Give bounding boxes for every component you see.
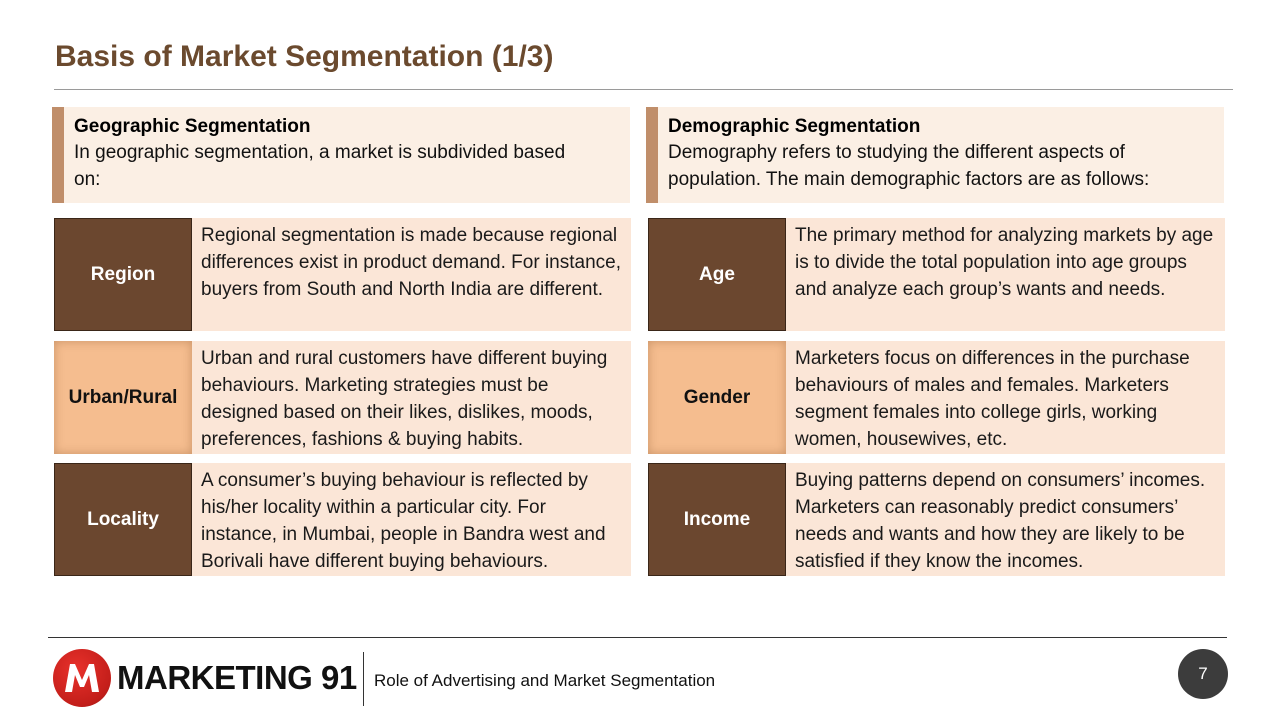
- page-number-badge: 7: [1178, 649, 1228, 699]
- geographic-column: [52, 107, 630, 572]
- slide-title: Basis of Market Segmentation (1/3): [55, 40, 554, 73]
- logo-m-icon: [53, 649, 111, 707]
- demographic-header-desc: Demography refers to studying the different aspects of population. The main demographic factors are as follows:: [668, 142, 1150, 190]
- segment-row-age: [648, 218, 1225, 331]
- segment-text-urban-rural: Urban and rural customers have different buying behaviours. Marketing strategies must be designed based on their likes, dislikes, moods, preferences, fashions & buying habits.: [192, 341, 631, 454]
- segment-label-urban-rural: Urban/Rural: [54, 341, 192, 454]
- footer-divider: [48, 637, 1227, 638]
- segment-label-income: Income: [648, 463, 786, 576]
- segment-row-locality: [54, 463, 631, 576]
- segment-row-income: [648, 463, 1225, 576]
- segment-text-age: The primary method for analyzing markets by age is to divide the total population into age groups and analyze each group’s wants and needs.: [786, 218, 1225, 331]
- segment-text-income: Buying patterns depend on consumers’ incomes. Marketers can reasonably predict consumers’ needs and wants and how they are likely to be satisfied if they know the incomes.: [786, 463, 1225, 576]
- demographic-header-title: Demographic Segmentation: [668, 116, 921, 137]
- footer-caption: Role of Advertising and Market Segmentation: [374, 671, 716, 690]
- demographic-header-box: [646, 107, 1224, 203]
- segment-label-gender: Gender: [648, 341, 786, 454]
- brand-logo: [53, 650, 357, 706]
- segment-row-urban-rural: [54, 341, 631, 454]
- segment-text-region: Regional segmentation is made because regional differences exist in product demand. For instance, buyers from South and North India are different.: [192, 218, 631, 331]
- segment-text-gender: Marketers focus on differences in the purchase behaviours of males and females. Marketers segment females into college girls, working women, housewives, etc.: [786, 341, 1225, 454]
- demographic-column: [646, 107, 1224, 572]
- geographic-header-title: Geographic Segmentation: [74, 116, 311, 137]
- geographic-header-desc: In geographic segmentation, a market is subdivided based on:: [74, 142, 566, 190]
- footer-vertical-divider: [363, 652, 364, 706]
- segment-label-locality: Locality: [54, 463, 192, 576]
- geographic-header-box: [52, 107, 630, 203]
- segment-row-region: [54, 218, 631, 331]
- segment-text-locality: A consumer’s buying behaviour is reflected by his/her locality within a particular city. For instance, in Mumbai, people in Bandra west and Borivali have different buying behaviours.: [192, 463, 631, 576]
- segment-label-age: Age: [648, 218, 786, 331]
- title-divider: [54, 89, 1233, 90]
- segment-row-gender: [648, 341, 1225, 454]
- logo-wordmark: MARKETING 91: [117, 659, 357, 696]
- segment-label-region: Region: [54, 218, 192, 331]
